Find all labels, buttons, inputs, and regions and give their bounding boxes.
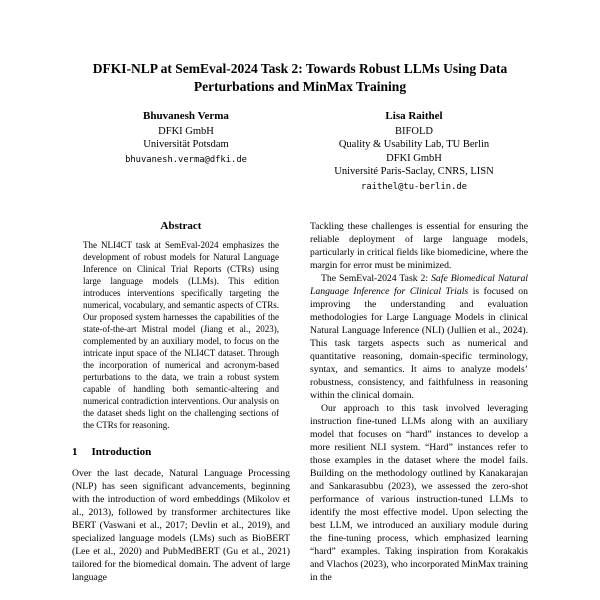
author-email: bhuvanesh.verma@dfki.de (125, 154, 247, 165)
paper-title-line-2: Perturbations and MinMax Training (193, 79, 407, 94)
two-column-body (72, 220, 528, 584)
body-paragraph-1: Tackling these challenges is essential for ensuring the reliable deployment of large language models, particularly in critical fields like biomedicine, where the margin for error must be minimized. (310, 221, 528, 271)
body-paragraph-2 (310, 272, 528, 402)
author-name: Lisa Raithel (385, 110, 443, 122)
abstract-heading: Abstract (160, 220, 202, 232)
author-affiliation: DFKI GmbH (386, 152, 442, 164)
author-affiliation: Université Paris-Saclay, CNRS, LISN (334, 166, 494, 177)
column-left (72, 220, 290, 584)
author-affiliation: BIFOLD (395, 125, 433, 137)
author-block-1 (72, 110, 300, 194)
column-right (310, 220, 528, 584)
author-email: raithel@tu-berlin.de (361, 181, 467, 192)
intro-paragraph: Over the last decade, Natural Language Processing (NLP) has seen significant advancements, beginning with the introduction of word embeddings (Mikolov et al., 2013), followed by transformer architectures like BERT (Vaswani et al., 2017; Devlin et al., 2019), and specialized language models (LMs) such as BioBERT (Lee et al., 2020) and PubMedBERT (Gu et al., 2021) tailored for the biomedical domain. The advent of large language (72, 468, 290, 583)
page-content (72, 60, 528, 584)
author-affiliation: Universität Potsdam (143, 139, 229, 150)
paragraph-text: is focused on improving the understanding and evaluation methodologies for Large Language Models in clinical Natural Language Inference (NLI) (Jullien et al., 2024). This task targets aspects such as numerical and quantitative reasoning, domain-specific terminology, syntax, and semantics. It aims to analyze models’ robustness, consistency, and faithfulness in reasoning within the clinical domain. (310, 286, 528, 401)
paragraph-text: The SemEval-2024 Task 2: (321, 273, 432, 284)
section-number: 1 (72, 446, 78, 458)
author-affiliation: Quality & Usability Lab, TU Berlin (338, 139, 490, 150)
author-affiliation: DFKI GmbH (158, 125, 214, 137)
abstract-text: The NLI4CT task at SemEval-2024 emphasizes the development of robust models for Natural Language Inference on Clinical Trial Reports (CTRs) using large language models (LLMs). This edition introduces interventions specifically targeting the numerical, vocabulary, and semantic aspects of CTRs. Our proposed system harnesses the capabilities of the state-of-the-art Mistral model (Jiang et al., 2023), complemented by an auxiliary model, to focus on the intricate input space of the NLI4CT dataset. Through the incorporation of numerical and acronym-based perturbations to the data, we train a robust system capable of handling both semantic-altering and numerical contradiction interventions. Our analysis on the dataset sheds light on the challenging sections of the CTRs for reasoning. (83, 240, 279, 430)
paper-title (72, 60, 528, 96)
section-title: Introduction (91, 446, 152, 458)
author-block-2 (300, 110, 528, 194)
body-paragraph-3: Our approach to this task involved leveraging instruction fine-tuned LLMs along with an auxiliary model that focuses on “hard” instances to develop a more resilient NLI system. “Hard” instances refer to those examples in the dataset where the model fails. Building on the methodology outlined by Kanakarajan and Sankarasubbu (2023), we assessed the zero-shot performance of various instruction-tuned LLMs to identify the most effective model. Upon selecting the best LLM, we introduced an auxiliary module during the fine-tuning process, which emphasized learning “hard” examples. Taking inspiration from Korakakis and Vlachos (2023), who incorporated MinMax training in the (310, 403, 529, 583)
section-heading-introduction (72, 446, 290, 458)
paper-title-line-1: DFKI-NLP at SemEval-2024 Task 2: Towards Robust LLMs Using Data (92, 61, 508, 76)
author-name: Bhuvanesh Verma (143, 110, 229, 122)
authors-row (72, 110, 528, 194)
task-name-italic: Safe Biomedical Natural Language Inference for Clinical Trials (310, 273, 528, 297)
